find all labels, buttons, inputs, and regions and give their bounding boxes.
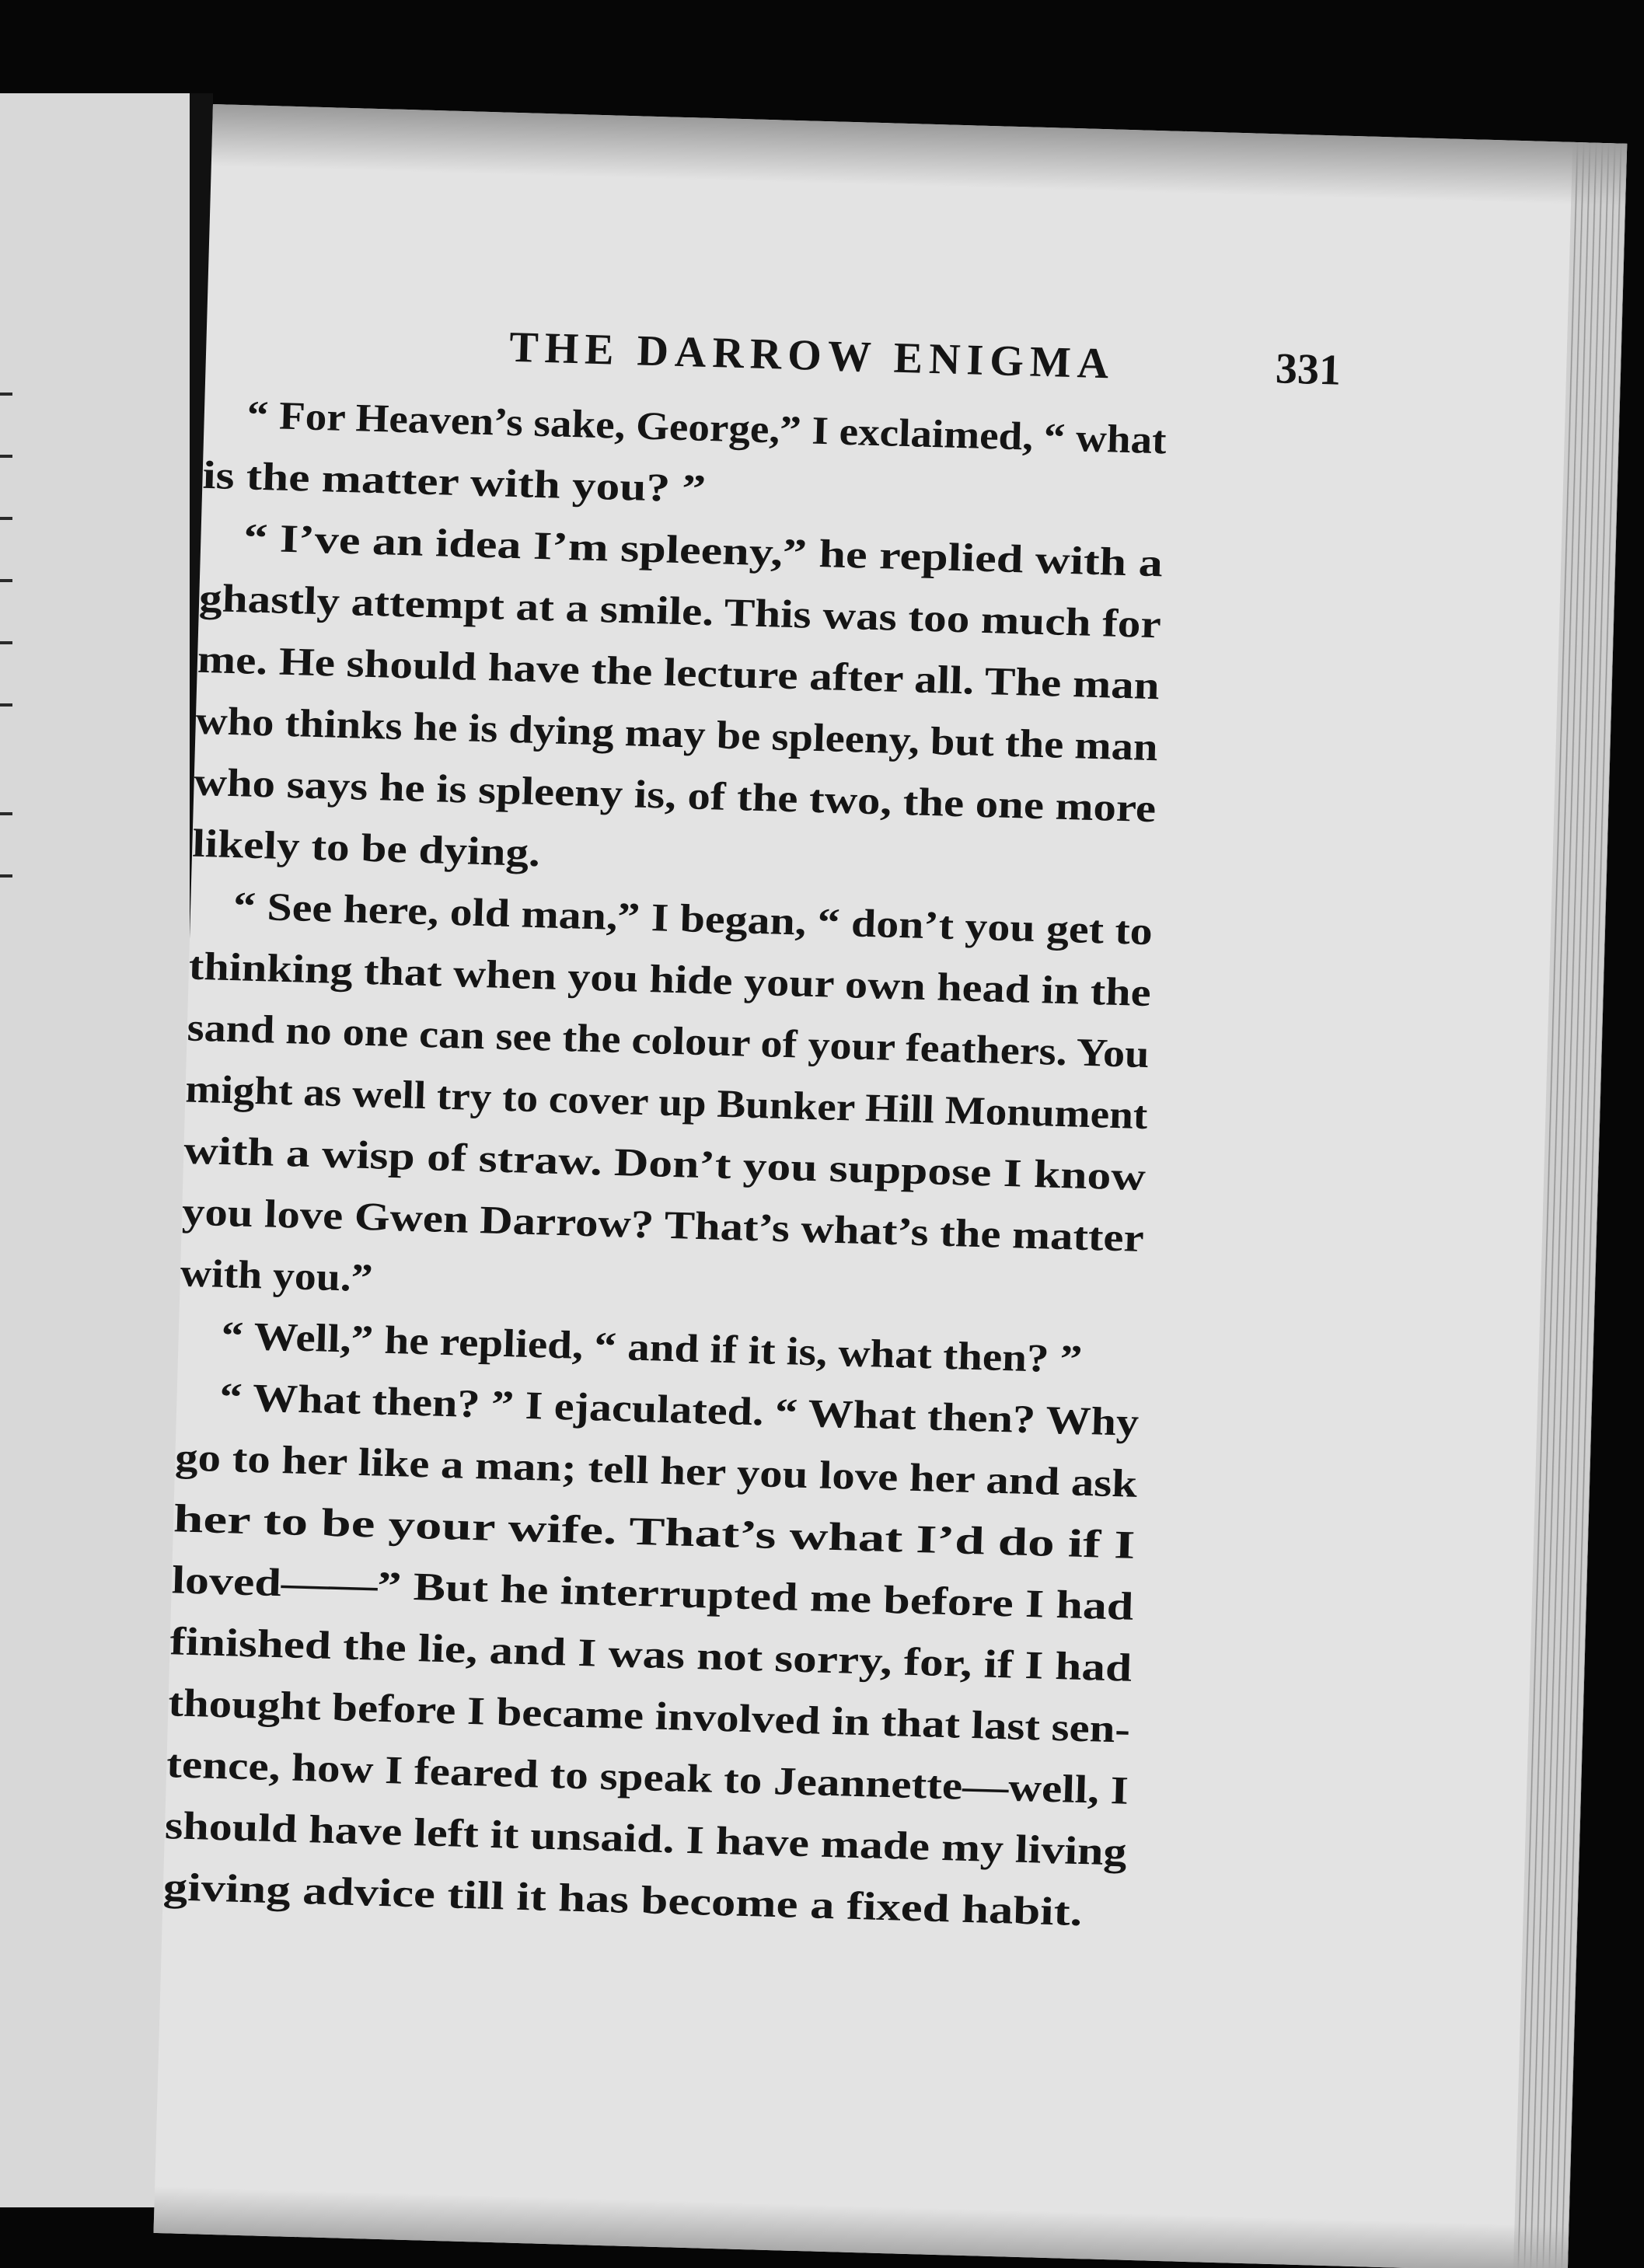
left-page-edge-mark xyxy=(0,703,12,707)
text-line: likely to be dying. xyxy=(191,822,541,876)
left-page-edge-mark xyxy=(0,641,12,644)
left-page-edge-mark xyxy=(0,517,12,520)
page-shading-bottom xyxy=(153,2186,1569,2268)
text-line: thinking that when you hide your own head in the xyxy=(188,944,1152,1016)
left-page-edge-mark xyxy=(0,455,12,458)
text-line: tence, how I feared to speak to Jeannette—well, I xyxy=(166,1743,1129,1813)
text-line: who thinks he is dying may be spleeny, but the man xyxy=(195,699,1159,770)
text-line: might as well try to cover up Bunker Hill Monument xyxy=(184,1067,1149,1139)
text-line: “ For Heaven’s sake, George,” I exclaimed, “ what xyxy=(246,393,1168,463)
text-line: finished the lie, and I was not sorry, for, if I had xyxy=(169,1620,1133,1691)
left-page-edge-mark xyxy=(0,812,12,815)
left-page-edge-mark xyxy=(0,579,12,582)
text-line: giving advice till it has become a fixed habit. xyxy=(162,1865,1084,1935)
text-line: who says he is spleeny is, of the two, the one more xyxy=(193,760,1157,832)
text-line: “ Well,” he replied, “ and if it is, what then? ” xyxy=(220,1314,1084,1382)
text-line: is the matter with you? ” xyxy=(201,453,707,511)
text-line: you love Gwen Darrow? That’s what’s the matter xyxy=(181,1190,1145,1261)
page-number: 331 xyxy=(1275,344,1342,395)
text-line: “ What then? ” I ejaculated. “ What then? Why xyxy=(218,1375,1140,1445)
text-line: with you.” xyxy=(180,1251,374,1301)
text-line: thought before I became involved in that last sen- xyxy=(167,1681,1131,1752)
text-line: go to her like a man; tell her you love her and ask xyxy=(174,1436,1138,1506)
text-line: “ See here, old man,” I began, “ don’t you get to xyxy=(232,885,1154,954)
text-line: ghastly attempt at a smile. This was too much for xyxy=(198,576,1162,647)
text-line: with a wisp of straw. Don’t you suppose I know xyxy=(183,1129,1147,1200)
page-shading-top xyxy=(211,104,1628,206)
text-line: should have left it unsaid. I have made my living xyxy=(164,1804,1128,1875)
body-text xyxy=(162,384,1619,1935)
page-fore-edge xyxy=(1513,142,1627,2268)
text-line: “ I’ve an idea I’m spleeny,” he replied with a xyxy=(243,516,1164,586)
left-page-edge-mark xyxy=(0,874,12,878)
running-title: THE DARROW ENIGMA xyxy=(508,323,1115,389)
text-line: me. He should have the lecture after all. The man xyxy=(197,637,1161,709)
text-line: her to be your wife. That’s what I’d do if I xyxy=(173,1497,1136,1568)
running-head xyxy=(508,323,1342,400)
right-page xyxy=(153,104,1627,2268)
text-line: loved——” But he interrupted me before I had xyxy=(171,1558,1135,1629)
left-page-edge-mark xyxy=(0,393,12,396)
text-line: sand no one can see the colour of your feathers. You xyxy=(187,1006,1150,1077)
